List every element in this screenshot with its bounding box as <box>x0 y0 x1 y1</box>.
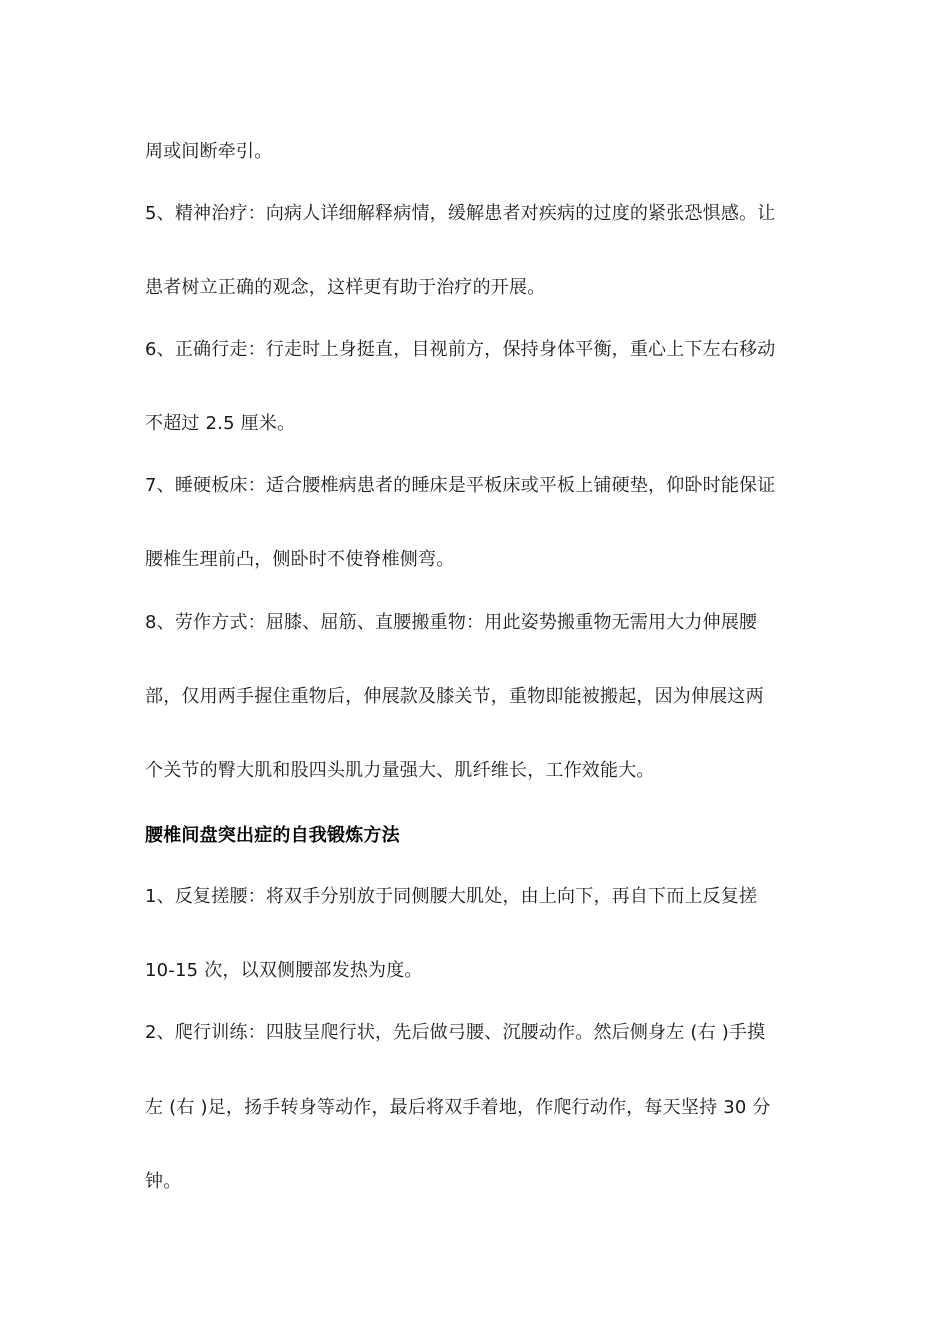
text-line: 周或间断牵引。 <box>145 141 273 162</box>
text-line: 2、爬行训练：四肢呈爬行状，先后做弓腰、沉腰动作。然后侧身左 (右 )手摸 <box>145 1022 766 1043</box>
text-line: 10-15 次，以双侧腰部发热为度。 <box>145 960 423 981</box>
text-line: 腰椎生理前凸，侧卧时不使脊椎侧弯。 <box>145 549 455 570</box>
text-line: 钟。 <box>145 1171 182 1192</box>
section-heading: 腰椎间盘突出症的自我锻炼方法 <box>145 825 400 846</box>
text-line: 8、劳作方式：屈膝、屈筋、直腰搬重物：用此姿势搬重物无需用大力伸展腰 <box>145 612 758 633</box>
text-line: 5、精神治疗：向病人详细解释病情，缓解患者对疾病的过度的紧张恐惧感。让 <box>145 203 776 224</box>
text-line: 6、正确行走：行走时上身挺直，目视前方，保持身体平衡，重心上下左右移动 <box>145 339 776 360</box>
text-line: 左 (右 )足，扬手转身等动作，最后将双手着地，作爬行动作，每天坚持 30 分 <box>145 1097 771 1118</box>
text-line: 部，仅用两手握住重物后，伸展款及膝关节，重物即能被搬起，因为伸展这两 <box>145 686 764 707</box>
text-line: 不超过 2.5 厘米。 <box>145 413 296 434</box>
text-line: 7、睡硬板床：适合腰椎病患者的睡床是平板床或平板上铺硬垫，仰卧时能保证 <box>145 475 776 496</box>
text-line: 1、反复搓腰：将双手分别放于同侧腰大肌处，由上向下，再自下而上反复搓 <box>145 886 758 907</box>
text-line: 患者树立正确的观念，这样更有助于治疗的开展。 <box>145 277 546 298</box>
text-line: 个关节的臀大肌和股四头肌力量强大、肌纤维长，工作效能大。 <box>145 760 655 781</box>
